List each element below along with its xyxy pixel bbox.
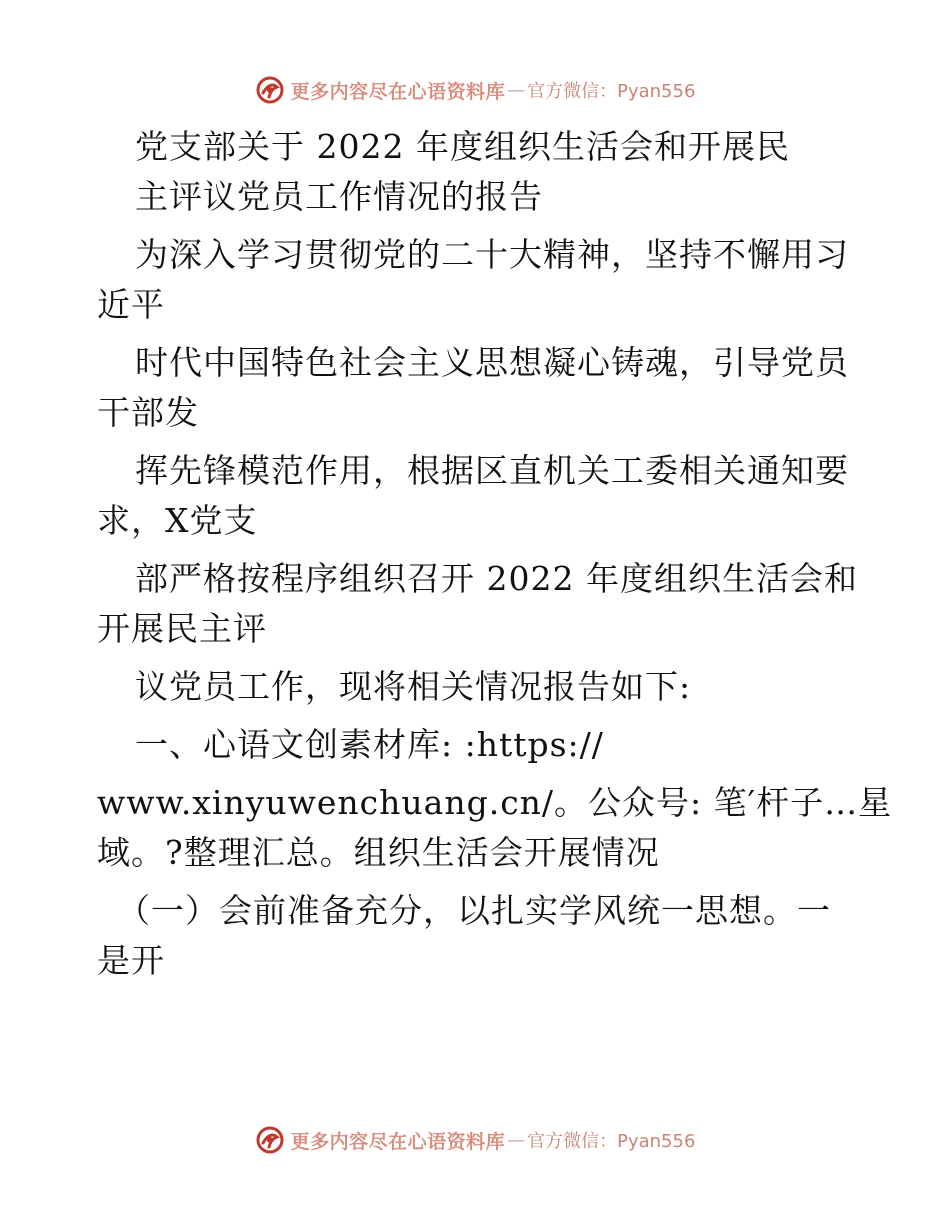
watermark-contact-text: 官方微信：Pyan556 (527, 81, 696, 102)
footer-watermark (0, 1120, 950, 1160)
paragraph-line: 议党员工作，现将相关情况报告如下: (135, 667, 692, 706)
paragraph-line: 挥先锋模范作用，根据区直机关工委相关通知要 (135, 451, 849, 490)
document-body (97, 122, 893, 986)
watermark-separator: — (507, 79, 526, 101)
watermark-brand-text: 更多内容尽在心语资料库 (290, 80, 506, 103)
swirl-logo-icon (255, 1125, 285, 1155)
watermark-separator: — (507, 1129, 526, 1151)
paragraph-line: 近平 (97, 285, 165, 324)
section-heading-line: 一、心语文创素材库: :https:// (135, 725, 604, 764)
paragraph-line: 求，X党支 (97, 501, 258, 540)
paragraph-line: 开展民主评 (97, 609, 267, 648)
paragraph-line: 部严格按程序组织召开 2022 年度组织生活会和 (135, 559, 858, 598)
document-title-line-2: 主评议党员工作情况的报告 (135, 177, 543, 216)
paragraph-line: 为深入学习贯彻党的二十大精神，坚持不懈用习 (135, 235, 849, 274)
paragraph-line: 是开 (97, 941, 165, 980)
watermark-brand-text: 更多内容尽在心语资料库 (290, 1130, 506, 1153)
paragraph-line: 干部发 (97, 393, 199, 432)
swirl-logo-icon (255, 75, 285, 105)
paragraph-line: www.xinyuwenchuang.cn/。公众号: 笔′杆子…星 (97, 783, 893, 822)
paragraph-line: 时代中国特色社会主义思想凝心铸魂，引导党员 (135, 343, 849, 382)
paragraph-line: 域。?整理汇总。组织生活会开展情况 (97, 833, 660, 872)
header-watermark (0, 70, 950, 110)
document-title-line-1: 党支部关于 2022 年度组织生活会和开展民 (135, 127, 790, 166)
watermark-contact-text: 官方微信：Pyan556 (527, 1131, 696, 1152)
subsection-heading-line: （一）会前准备充分，以扎实学风统一思想。一 (117, 891, 831, 930)
